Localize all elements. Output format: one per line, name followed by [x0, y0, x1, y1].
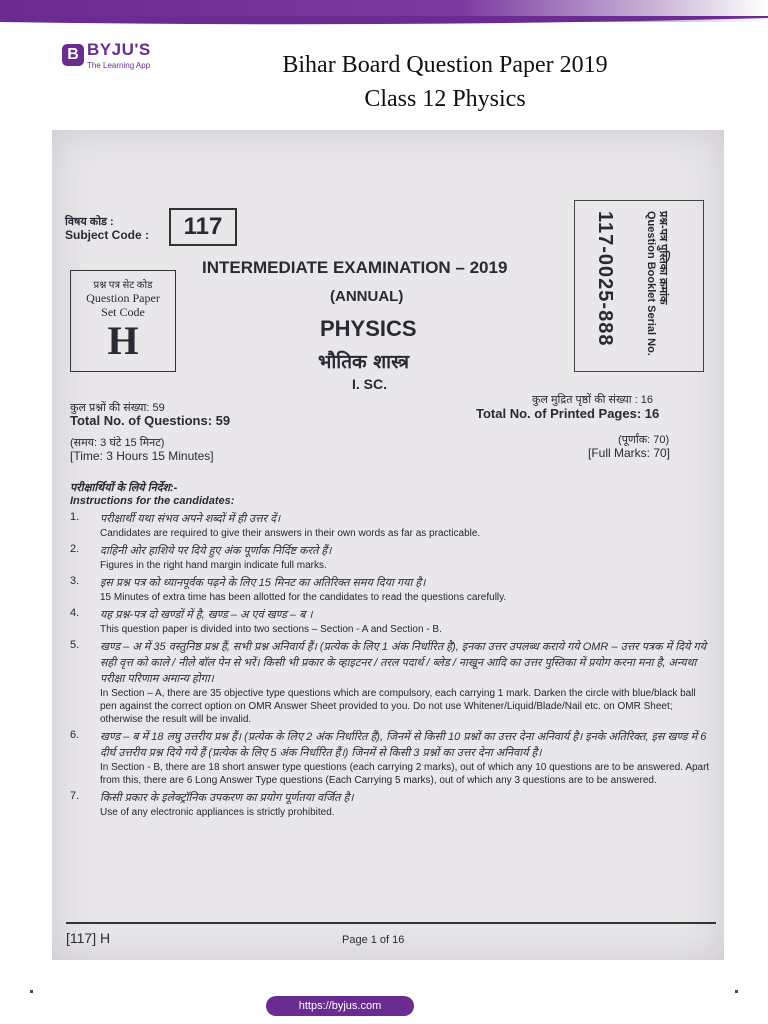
subject-name-hi: भौतिक शास्त्र	[318, 351, 409, 373]
footer-paper-code: [117] H	[66, 930, 111, 946]
instruction-item	[70, 543, 710, 572]
subject-name: PHYSICS	[320, 316, 417, 341]
instruction-number: 2.	[70, 543, 80, 555]
subject-code-label-hi: विषय कोड :	[65, 216, 114, 228]
instruction-hi: खण्ड – अ में 35 वस्तुनिष्ठ प्रश्न हैं, सभी प्रश्न अनिवार्य हैं। (प्रत्येक के लिए 1 अंक निर्धारित है), इनका उत्तर उपलब्ध कराये गये OMR – उत्तर पत्रक में दिये गये सही वृत्त को काले / नीले बॉल पेन से भरें। किसी भी प्रकार के व्हाइटनर / तरल पदार्थ / ब्लेड / नाखून आदि का उत्तर पुस्तिका में प्रयोग करना मना है, अन्यथा परीक्षा परिणाम अमान्य होगा।	[100, 641, 706, 685]
instruction-number: 3.	[70, 575, 80, 587]
instruction-item	[70, 729, 710, 787]
full-marks: [Full Marks: 70]	[588, 446, 671, 460]
instruction-number: 4.	[70, 607, 80, 619]
set-code-box	[70, 270, 176, 372]
subject-code-box: 117	[169, 208, 237, 246]
instruction-hi: दाहिनी ओर हाशिये पर दिये हुए अंक पूर्णांक निर्दिष्ट करते हैं।	[100, 545, 332, 557]
instruction-en: This question paper is divided into two sections – Section - A and Section - B.	[100, 624, 442, 635]
brand-name: BYJU'S	[87, 40, 151, 59]
instruction-number: 5.	[70, 639, 80, 651]
instruction-hi: परीक्षार्थी यथा संभव अपने शब्दों में ही उत्तर दें।	[100, 513, 281, 525]
instruction-en: Candidates are required to give their answers in their own words as far as practicable.	[100, 528, 481, 539]
question-paper-scan	[52, 130, 724, 960]
instruction-en: Use of any electronic appliances is strictly prohibited.	[100, 807, 335, 818]
serial-label-hi: प्रश्न-पत्र पुस्तिका क्रमांक	[657, 211, 669, 305]
time: [Time: 3 Hours 15 Minutes]	[70, 449, 214, 463]
instruction-number: 6.	[70, 729, 80, 741]
set-code-label-1: Question Paper	[86, 291, 160, 305]
logo-text	[87, 40, 151, 70]
instruction-hi: खण्ड – ब में 18 लघु उत्तरीय प्रश्न हैं। (प्रत्येक के लिए 2 अंक निर्धारित हैं), जिनमें से किसी 10 प्रश्नों का उत्तर देना अनिवार्य है। इनके अतिरिक्त, इस खण्ड में 6 दीर्घ उत्तरीय प्रश्न दिये गये हैं (प्रत्येक के लिए 5 अंक निर्धारित हैं।) जिनमें से किसी 3 प्रश्नों का उत्तर देना अनिवार्य है।	[100, 731, 707, 759]
instruction-hi: यह प्रश्न-पत्र दो खण्डों में है, खण्ड – अ एवं खण्ड – ब ।	[100, 609, 313, 621]
logo-badge-icon: B	[62, 44, 84, 66]
footer-url-link[interactable]: https://byjus.com	[266, 996, 414, 1016]
instruction-en: Figures in the right hand margin indicate full marks.	[100, 560, 327, 571]
total-questions: Total No. of Questions: 59	[70, 413, 231, 428]
total-questions-hi: कुल प्रश्नों की संख्या: 59	[70, 402, 165, 414]
instruction-item	[70, 639, 710, 726]
booklet-serial-box	[574, 200, 704, 372]
exam-title: INTERMEDIATE EXAMINATION – 2019	[202, 258, 508, 277]
byjus-logo[interactable]	[62, 40, 151, 70]
decor-dot-left	[30, 990, 33, 993]
page-title-line1: Bihar Board Question Paper 2019	[282, 52, 608, 78]
instruction-en: In Section - B, there are 18 short answer type questions (each carrying 2 marks), out of which any 10 questions are to be answered. Apart from this, there are 6 Long Answer Type questions (Each Carrying 5 marks), out of which any 3 questions are to be answered.	[100, 762, 710, 786]
top-bar-curve	[0, 16, 768, 26]
instruction-en: In Section – A, there are 35 objective type questions which are compulsory, each carrying 1 mark. Darken the circle with blue/black ball pen against the correct option on OMR Answer Sheet provided to you. Do not use Whitener/Liquid/Blade/Nail etc. on OMR Sheet; otherwise the result will be invalid.	[100, 688, 696, 725]
footer-divider	[66, 922, 716, 924]
time-hi: (समय: 3 घंटे 15 मिनट)	[70, 437, 165, 449]
instruction-number: 1.	[70, 511, 80, 523]
instruction-number: 7.	[70, 790, 80, 802]
exam-annual: (ANNUAL)	[330, 288, 404, 305]
instructions	[70, 480, 710, 819]
instruction-hi: इस प्रश्न पत्र को ध्यानपूर्वक पढ़ने के लिए 15 मिनट का अतिरिक्त समय दिया गया है।	[100, 577, 426, 589]
instruction-item	[70, 575, 710, 604]
printed-pages: Total No. of Printed Pages: 16	[476, 406, 660, 421]
printed-pages-hi: कुल मुद्रित पृष्ठों की संख्या : 16	[532, 394, 654, 406]
serial-number: 117-0025-888	[594, 211, 616, 347]
subject-code-label: Subject Code :	[65, 228, 150, 242]
instruction-item	[70, 790, 710, 819]
set-code-value: H	[107, 318, 139, 363]
instruction-hi: किसी प्रकार के इलेक्ट्रॉनिक उपकरण का प्रयोग पूर्णतया वर्जित है।	[100, 792, 354, 804]
set-code-label-hi: प्रश्न पत्र सेट कोड	[93, 280, 153, 291]
page-title-line2: Class 12 Physics	[364, 86, 526, 112]
serial-label	[645, 211, 669, 356]
instruction-item	[70, 511, 710, 540]
stream-label: I. SC.	[352, 376, 388, 392]
full-marks-hi: (पूर्णांक: 70)	[618, 434, 670, 446]
instruction-en: 15 Minutes of extra time has been allotted for the candidates to read the questions carefully.	[100, 592, 507, 603]
decor-dot-right	[735, 990, 738, 993]
brand-tagline: The Learning App	[87, 61, 151, 70]
instructions-heading-hi: परीक्षार्थियों के लिये निर्देश:-	[70, 482, 178, 494]
footer-page-number: Page 1 of 16	[342, 934, 405, 946]
serial-label-en: Question Booklet Serial No.	[645, 211, 657, 356]
instructions-heading: Instructions for the candidates:	[70, 495, 235, 507]
instruction-item	[70, 607, 710, 636]
set-code-label-2: Set Code	[101, 305, 145, 319]
